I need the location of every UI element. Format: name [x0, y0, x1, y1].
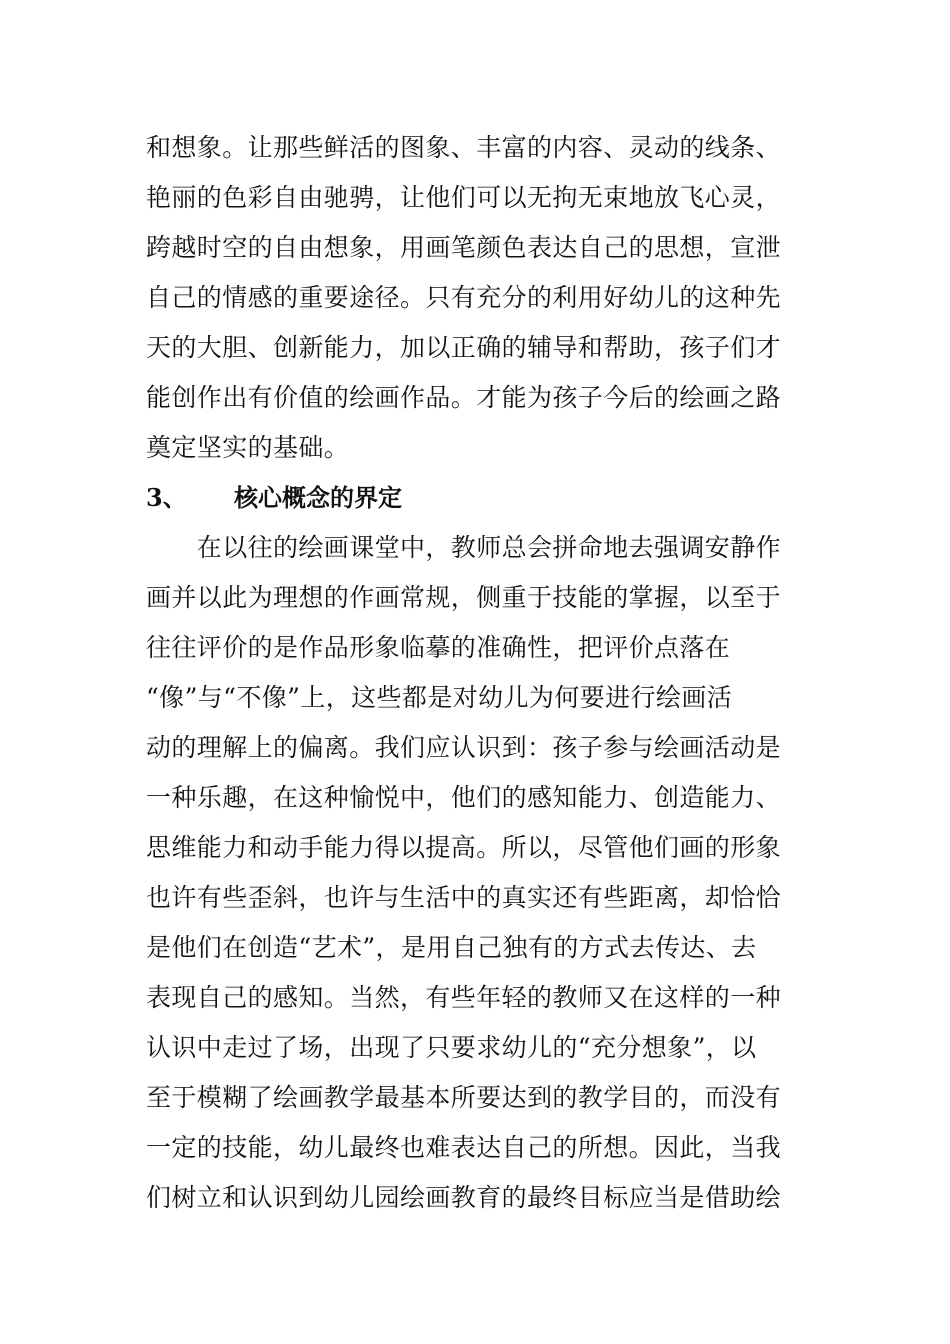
- paragraph-2-line: 思维能力和动手能力得以提高。所以，尽管他们画的形象: [146, 833, 782, 862]
- paragraph-2-line: 一定的技能，幼儿最终也难表达自己的所想。因此，当我: [146, 1133, 782, 1162]
- paragraph-2-line: 是他们在创造“艺术”，是用自己独有的方式去传达、去: [146, 933, 757, 962]
- paragraph-2-line: 动的理解上的偏离。我们应认识到：孩子参与绘画活动是: [146, 733, 782, 762]
- paragraph-2-line: 表现自己的感知。当然，有些年轻的教师又在这样的一种: [146, 983, 782, 1012]
- paragraph-1-line: 能创作出有价值的绘画作品。才能为孩子今后的绘画之路: [146, 383, 782, 412]
- paragraph-1-line: 跨越时空的自由想象，用画笔颜色表达自己的思想，宣泄: [146, 233, 782, 262]
- paragraph-2-line: 画并以此为理想的作画常规，侧重于技能的掌握，以至于: [146, 583, 782, 612]
- paragraph-1-line: 自己的情感的重要途径。只有充分的利用好幼儿的这种先: [146, 283, 782, 312]
- paragraph-2-line: 认识中走过了场，出现了只要求幼儿的“充分想象”，以: [146, 1033, 757, 1062]
- paragraph-2-line: 在以往的绘画课堂中，教师总会拼命地去强调安静作: [146, 533, 782, 562]
- paragraph-2-line: 至于模糊了绘画教学最基本所要达到的教学目的，而没有: [146, 1083, 782, 1112]
- paragraph-1-line: 天的大胆、创新能力，加以正确的辅导和帮助，孩子们才: [146, 333, 782, 362]
- section-title: 核心概念的界定: [234, 483, 402, 512]
- paragraph-2-line: “像”与“不像”上，这些都是对幼儿为何要进行绘画活: [146, 683, 733, 712]
- paragraph-1-line: 艳丽的色彩自由驰骋，让他们可以无拘无束地放飞心灵，: [146, 183, 782, 212]
- paragraph-2-line: 们树立和认识到幼儿园绘画教育的最终目标应当是借助绘: [146, 1183, 782, 1212]
- paragraph-1-line: 和想象。让那些鲜活的图象、丰富的内容、灵动的线条、: [146, 133, 782, 162]
- paragraph-2-line: 往往评价的是作品形象临摹的准确性，把评价点落在: [146, 633, 731, 662]
- paragraph-2-line: 也许有些歪斜，也许与生活中的真实还有些距离，却恰恰: [146, 883, 782, 912]
- paragraph-2-line: 一种乐趣，在这种愉悦中，他们的感知能力、创造能力、: [146, 783, 782, 812]
- paragraph-1-line: 奠定坚实的基础。: [146, 433, 350, 462]
- section-heading: [146, 473, 402, 523]
- section-number: 3、: [146, 483, 187, 512]
